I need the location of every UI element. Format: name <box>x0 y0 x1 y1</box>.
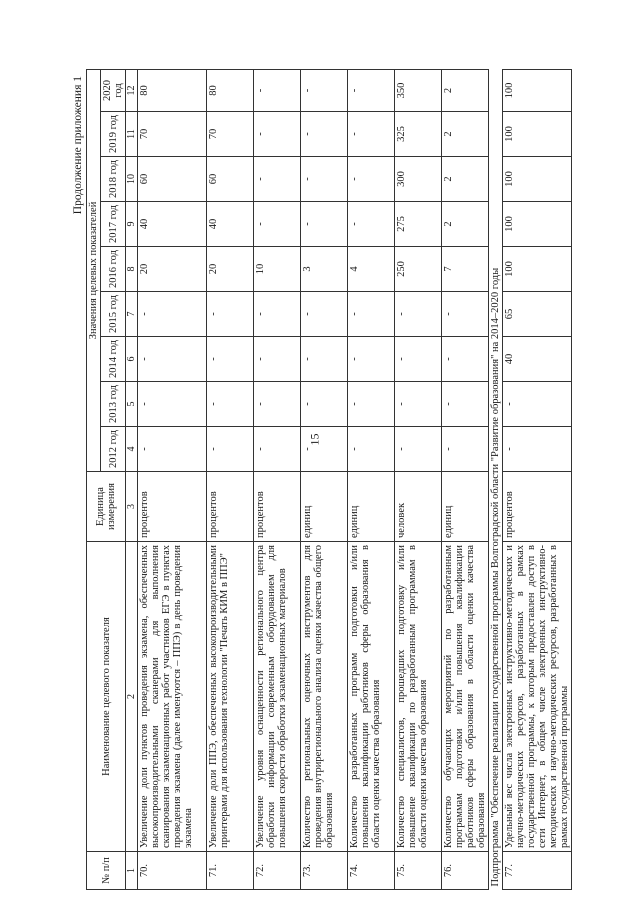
header-year: 2014 год <box>101 337 126 382</box>
indicator-value: - <box>503 382 572 427</box>
header-values: Значения целевых показателей <box>87 69 101 471</box>
indicator-value: 100 <box>503 112 572 157</box>
continuation-label: Продолжение приложения 1 <box>72 76 84 215</box>
page-number: 15 <box>307 433 322 446</box>
indicator-value: - <box>395 382 442 427</box>
column-number: 10 <box>126 157 138 202</box>
indicator-value: 3 <box>301 247 348 292</box>
indicator-value: 2 <box>442 202 489 247</box>
indicator-value: 40 <box>138 202 207 247</box>
indicator-value: - <box>348 69 395 111</box>
indicator-value: 40 <box>503 337 572 382</box>
indicator-value: - <box>254 69 301 111</box>
indicator-unit: процентов <box>503 472 572 542</box>
indicator-value: 350 <box>395 69 442 111</box>
indicator-value: - <box>395 337 442 382</box>
table-row <box>442 69 489 889</box>
indicator-value: 20 <box>138 247 207 292</box>
header-year: 2013 год <box>101 382 126 427</box>
indicator-value: - <box>442 382 489 427</box>
header-row-1 <box>87 69 101 889</box>
indicator-value: - <box>301 112 348 157</box>
row-number: 74. <box>348 852 395 890</box>
header-year: 2015 год <box>101 292 126 337</box>
row-number: 71. <box>207 852 254 890</box>
header-year: 2016 год <box>101 247 126 292</box>
indicator-value: - <box>348 382 395 427</box>
indicator-value: - <box>254 337 301 382</box>
indicator-value: 60 <box>138 157 207 202</box>
indicator-name: Удельный вес числа электронных инструктивно-методических и научно-методических ресурсов, разработанных в рамках государственной программы, к которым предоставлен доступ в сети Интернет, в общем числе электронных инструктивно-методических и научно-методических ресурсов, разработанных в рамках государственной программы <box>503 542 572 852</box>
table-row <box>503 69 572 889</box>
indicators-table <box>86 69 572 890</box>
indicator-value: - <box>348 112 395 157</box>
indicator-value: - <box>348 202 395 247</box>
column-number: 11 <box>126 112 138 157</box>
subprogram-row <box>489 69 503 889</box>
indicator-unit: процентов <box>254 472 301 542</box>
indicator-value: - <box>301 69 348 111</box>
indicator-name: Количество обучающих мероприятий по разработанным программам подготовки и/или повышения квалификации работников сферы образования в области оценки качества образования <box>442 542 489 852</box>
indicator-value: - <box>207 382 254 427</box>
indicator-value: - <box>254 112 301 157</box>
indicator-value: 40 <box>207 202 254 247</box>
header-year: 2018 год <box>101 157 126 202</box>
column-number: 5 <box>126 382 138 427</box>
indicator-value: 2 <box>442 112 489 157</box>
indicator-value: - <box>207 337 254 382</box>
row-number: 70. <box>138 852 207 890</box>
indicator-unit: единиц <box>348 472 395 542</box>
table-row <box>348 69 395 889</box>
indicator-value: - <box>207 427 254 472</box>
indicator-value: 60 <box>207 157 254 202</box>
subprogram-title: Подпрограмма "Обеспечение реализации государственной программы Волгоградской области "Развитие образования" на 2014–2020 годы <box>489 69 503 889</box>
row-number: 72. <box>254 852 301 890</box>
row-number: 76. <box>442 852 489 890</box>
indicator-unit: процентов <box>138 472 207 542</box>
indicator-value: 100 <box>503 247 572 292</box>
indicator-value: 100 <box>503 69 572 111</box>
indicator-name: Количество региональных оценочных инструментов для проведения внутрирегионального анализа оценки качества общего образования <box>301 542 348 852</box>
indicator-value: 325 <box>395 112 442 157</box>
indicator-value: - <box>301 427 348 472</box>
indicator-value: - <box>301 337 348 382</box>
column-number: 1 <box>126 852 138 890</box>
column-number: 8 <box>126 247 138 292</box>
column-numbers-row <box>126 69 138 889</box>
indicator-value: 250 <box>395 247 442 292</box>
indicator-value: 10 <box>254 247 301 292</box>
table-row <box>395 69 442 889</box>
indicator-value: 70 <box>207 112 254 157</box>
table-row <box>207 69 254 889</box>
column-number: 4 <box>126 427 138 472</box>
indicator-value: 7 <box>442 247 489 292</box>
indicator-value: - <box>301 292 348 337</box>
indicator-value: - <box>254 382 301 427</box>
column-number: 2 <box>126 542 138 852</box>
indicator-name: Увеличение доли пунктов проведения экзамена, обеспеченных высокопроизводительными сканерами для выполнения сканирования экзаменационных работ участников ЕГЭ в пунктах проведения экзамена (далее именуются – ППЭ) в день проведения экзамена <box>138 542 207 852</box>
indicator-value: - <box>254 292 301 337</box>
table-row <box>138 69 207 889</box>
indicator-value: - <box>301 202 348 247</box>
indicator-value: 80 <box>138 69 207 111</box>
column-number: 9 <box>126 202 138 247</box>
indicator-value: - <box>442 292 489 337</box>
indicator-name: Увеличение доли ППЭ, обеспеченных высокопроизводительными принтерами для использования технологии "Печать КИМ в ППЭ" <box>207 542 254 852</box>
header-name: Наименование целевого показателя <box>87 542 126 852</box>
table-row <box>254 69 301 889</box>
column-number: 6 <box>126 337 138 382</box>
indicator-value: - <box>138 427 207 472</box>
indicator-value: 100 <box>503 202 572 247</box>
indicator-value: - <box>301 382 348 427</box>
column-number: 12 <box>126 69 138 111</box>
header-year: 2020 год <box>101 69 126 111</box>
indicator-value: - <box>254 427 301 472</box>
indicator-value: 4 <box>348 247 395 292</box>
table-row <box>301 69 348 889</box>
indicator-unit: человек <box>395 472 442 542</box>
header-year: 2019 год <box>101 112 126 157</box>
header-year: 2012 год <box>101 427 126 472</box>
indicator-value: - <box>503 427 572 472</box>
indicator-value: - <box>138 382 207 427</box>
header-no: № п/п <box>87 852 126 890</box>
indicator-value: - <box>348 427 395 472</box>
row-number: 77. <box>503 852 572 890</box>
header-unit: Единица измерения <box>87 472 126 542</box>
indicator-value: - <box>395 292 442 337</box>
row-number: 75. <box>395 852 442 890</box>
indicator-value: - <box>254 202 301 247</box>
indicator-unit: процентов <box>207 472 254 542</box>
indicator-value: 275 <box>395 202 442 247</box>
indicator-value: 70 <box>138 112 207 157</box>
indicator-value: - <box>138 337 207 382</box>
indicator-value: 65 <box>503 292 572 337</box>
indicator-value: - <box>254 157 301 202</box>
indicator-value: - <box>442 427 489 472</box>
indicator-value: 20 <box>207 247 254 292</box>
indicator-value: - <box>348 292 395 337</box>
indicator-value: 80 <box>207 69 254 111</box>
indicator-value: - <box>301 157 348 202</box>
indicator-value: - <box>348 157 395 202</box>
indicator-value: 2 <box>442 157 489 202</box>
indicator-unit: единиц <box>442 472 489 542</box>
indicator-value: - <box>395 427 442 472</box>
indicator-value: 2 <box>442 69 489 111</box>
rotated-table-page <box>70 70 630 890</box>
indicator-name: Увеличение уровня оснащенности регионального центра обработки информации современным оборудованием для повышения скорости обработки экзаменационных материалов <box>254 542 301 852</box>
indicator-name: Количество разработанных программ подготовки и/или повышения квалификации работников сферы образования в области оценки качества образования <box>348 542 395 852</box>
indicator-value: 300 <box>395 157 442 202</box>
indicator-value: - <box>348 337 395 382</box>
indicator-unit: единиц <box>301 472 348 542</box>
header-year: 2017 год <box>101 202 126 247</box>
column-number: 7 <box>126 292 138 337</box>
row-number: 73. <box>301 852 348 890</box>
indicator-value: - <box>442 337 489 382</box>
indicator-value: - <box>138 292 207 337</box>
indicator-value: - <box>207 292 254 337</box>
indicator-name: Количество специалистов, прошедших подготовку и/или повышение квалификации по разработанным программам в области оценки качества образования <box>395 542 442 852</box>
indicator-value: 100 <box>503 157 572 202</box>
column-number: 3 <box>126 472 138 542</box>
